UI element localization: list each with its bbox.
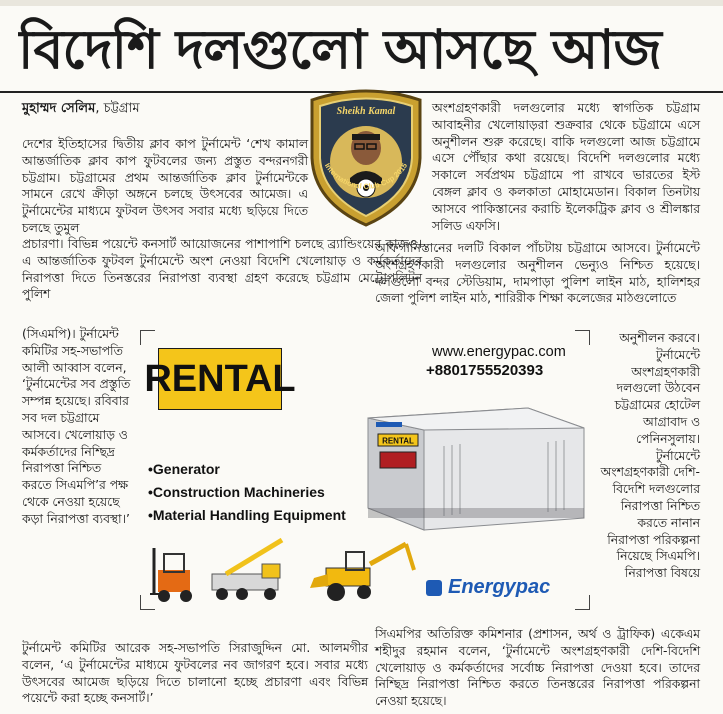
ad-phone-number[interactable]: +8801755520393 [426,362,544,379]
ad-corner-mark [575,595,590,610]
article-wide-para-1 [22,236,422,303]
seal-ring-text: International Club Cup 2015 [322,161,410,191]
ad-corner-mark [575,330,590,345]
genset-label: RENTAL [382,436,414,446]
brand-name: Energypac [448,576,551,598]
article-left-intro [22,136,308,237]
rental-logo: RENTAL [158,348,282,410]
service-item: • Generator [148,458,346,481]
byline-location: , চট্টগ্রাম [95,101,140,116]
energypac-brand [426,576,550,599]
seal-top-text: Sheikh Kamal [336,106,396,117]
tournament-seal-logo [300,80,432,230]
byline-author: মুহাম্মদ সেলিম [22,101,96,116]
article-right-narrow [598,330,700,582]
article-left-narrow [22,326,134,528]
service-item: • Material Handling Equipment [148,504,346,527]
paragraph: আফগানিস্তানের দলটি বিকাল পাঁচটায় চট্টগ্রামে আসবে। টুর্নামেন্টে অংশগ্রহণকারী দলগুলোর অনুশীলন ভেন্যুও নিশ্চিত হয়েছে। দলগুলো বন্দর স্টেডিয়াম, দামপাড়া পুলিশ লাইন মাঠ, হালিশহর জেলা পুলিশ লাইন মাঠ, শারিরীক শিক্ষা কলেজের মাঠগুলোতে [375,241,700,306]
article-bottom-left [22,640,368,707]
ad-website-link[interactable]: www.energypac.com [432,344,566,360]
paragraph: দেশের ইতিহাসের দ্বিতীয় ক্লাব কাপ টুর্নামেন্ট ‘শেখ কামাল আন্তর্জাতিক ক্লাব কাপ ফুটবলের জন্য প্রস্তুত বন্দরনগরী চট্টগ্রাম। চট্টগ্রামের প্রথম আন্তর্জাতিক ক্লাব টুর্নামেন্টকে সামনে রেখে ক্রীড়া অঙ্গনে চলছে উৎসবের আমেজ। এ টুর্নামেন্টের মাধ্যমে ফুটবল উৎসব সবার মধ্যে ছড়িয়ে দিতে চলছে তুমুল [22,137,308,235]
paragraph: অনুশীলন করবে। টুর্নামেন্টে অংশগ্রহণকারী দলগুলো উঠবেন চট্টগ্রামের হোটেল আগ্রাবাদ ও পেনিনসুলায়। টুর্নামেন্টে অংশগ্রহণকারী দেশি-বিদেশি দলগুলোর নিরাপত্তা নিশ্চিত করতে নানান নিরাপত্তা পরিকল্পনা নিয়েছে সিএমপি। নিরাপত্তা বিষয়ে [600,331,700,581]
article-right-top [432,100,700,234]
headline: বিদেশি দলগুলো আসছে আজ [18,18,661,81]
service-item: • Construction Machineries [148,481,346,504]
paragraph: (সিএমপি)। টুর্নামেন্ট কমিটির সহ-সভাপতি আলী আব্বাস বলেন, ‘টুর্নামেন্টের সব প্রস্তুতি সম্পন্ন হয়েছে। রবিবার সব দল চট্টগ্রামে আসবে। খেলোয়াড় ও কর্মকর্তাদের নিশ্ছিদ্র নিরাপত্তা নিশ্চিত করতে সিএমপি’র পক্ষ থেকে নেওয়া হয়েছে কড়া নিরাপত্তা ব্যবস্থা।’ [22,327,131,526]
byline [22,99,140,120]
paragraph: সিএমপির অতিরিক্ত কমিশনার (প্রশাসন, অর্থ ও ট্রাফিক) একেএম শহীদুর রহমান বলেন, ‘টুর্নামেন্টে অংশগ্রহণকারী দেশি-বিদেশি খেলোয়াড় ও কর্মকর্তাদের সর্বোচ্চ নিরাপত্তা দেওয়া হবে। তাদের নিশ্ছিদ্র নিরাপত্তা নিশ্চিত করতে তিনস্তরের নিরাপত্তা পরিকল্পনা নেওয়া হয়েছে। [375,627,700,709]
ad-services-list [148,458,346,527]
paragraph: প্রচারণা। বিভিন্ন পয়েন্টে কনসার্ট আয়োজনের পাশাপাশি চলছে ব্র্যান্ডিংয়ের কাজও। এ আন্তর্জাতিক ফুটবল টুর্নামেন্টে অংশ নেওয়া বিদেশি খেলোয়াড় ও কর্মকর্তাদের নিরাপত্তা দিতে তিনস্তরের নিরাপত্তা ব্যবস্থা গ্রহণ করেছে চট্টগ্রাম মেট্রোপলিটন পুলিশ [22,237,422,302]
paragraph: টুর্নামেন্ট কমিটির আরেক সহ-সভাপতি সিরাজুদ্দিন মো. আলমগীর বলেন, ‘এ টুর্নামেন্টের মাধ্যমে ফুটবলের নব জাগরণ হবে। সবার মধ্যে উৎসবের আমেজ ছড়িয়ে দিতে চালানো হচ্ছে প্রচারণা এবং বিভিন্ন পয়েন্টে করা হচ্ছে কনসার্ট।’ [22,641,368,706]
energypac-logo-icon [426,580,442,596]
energypac-advertisement[interactable] [140,330,590,610]
machinery-image [150,534,420,606]
paragraph: অংশগ্রহণকারী দলগুলোর মধ্যে স্বাগতিক চট্টগ্রাম আবাহনীর খেলোয়াড়রা শুক্রবার থেকে চট্টগ্রামে এসে অনুশীলন শুরু করেছে। বাকি দলগুলো আজ চট্টগ্রামে এসে পৌঁছার কথা রয়েছে। বিদেশি দলগুলোর মধ্যে সকালে সর্বপ্রথম চট্টগ্রামে পা রাখবে ভারতের ইস্ট বেঙ্গল ক্লাব ও কলকাতা মোহামেডান। বিকাল তিনটায় আসবে পাকিস্তানের করাচি ইলেকট্রিক ক্লাব ও শ্রীলঙ্কার সলিড এফসি। [432,101,700,233]
article-wide-para-2 [375,240,700,307]
ad-corner-mark [140,330,155,345]
top-strip [0,0,723,6]
generator-image [348,388,588,538]
article-bottom-right [375,626,700,710]
